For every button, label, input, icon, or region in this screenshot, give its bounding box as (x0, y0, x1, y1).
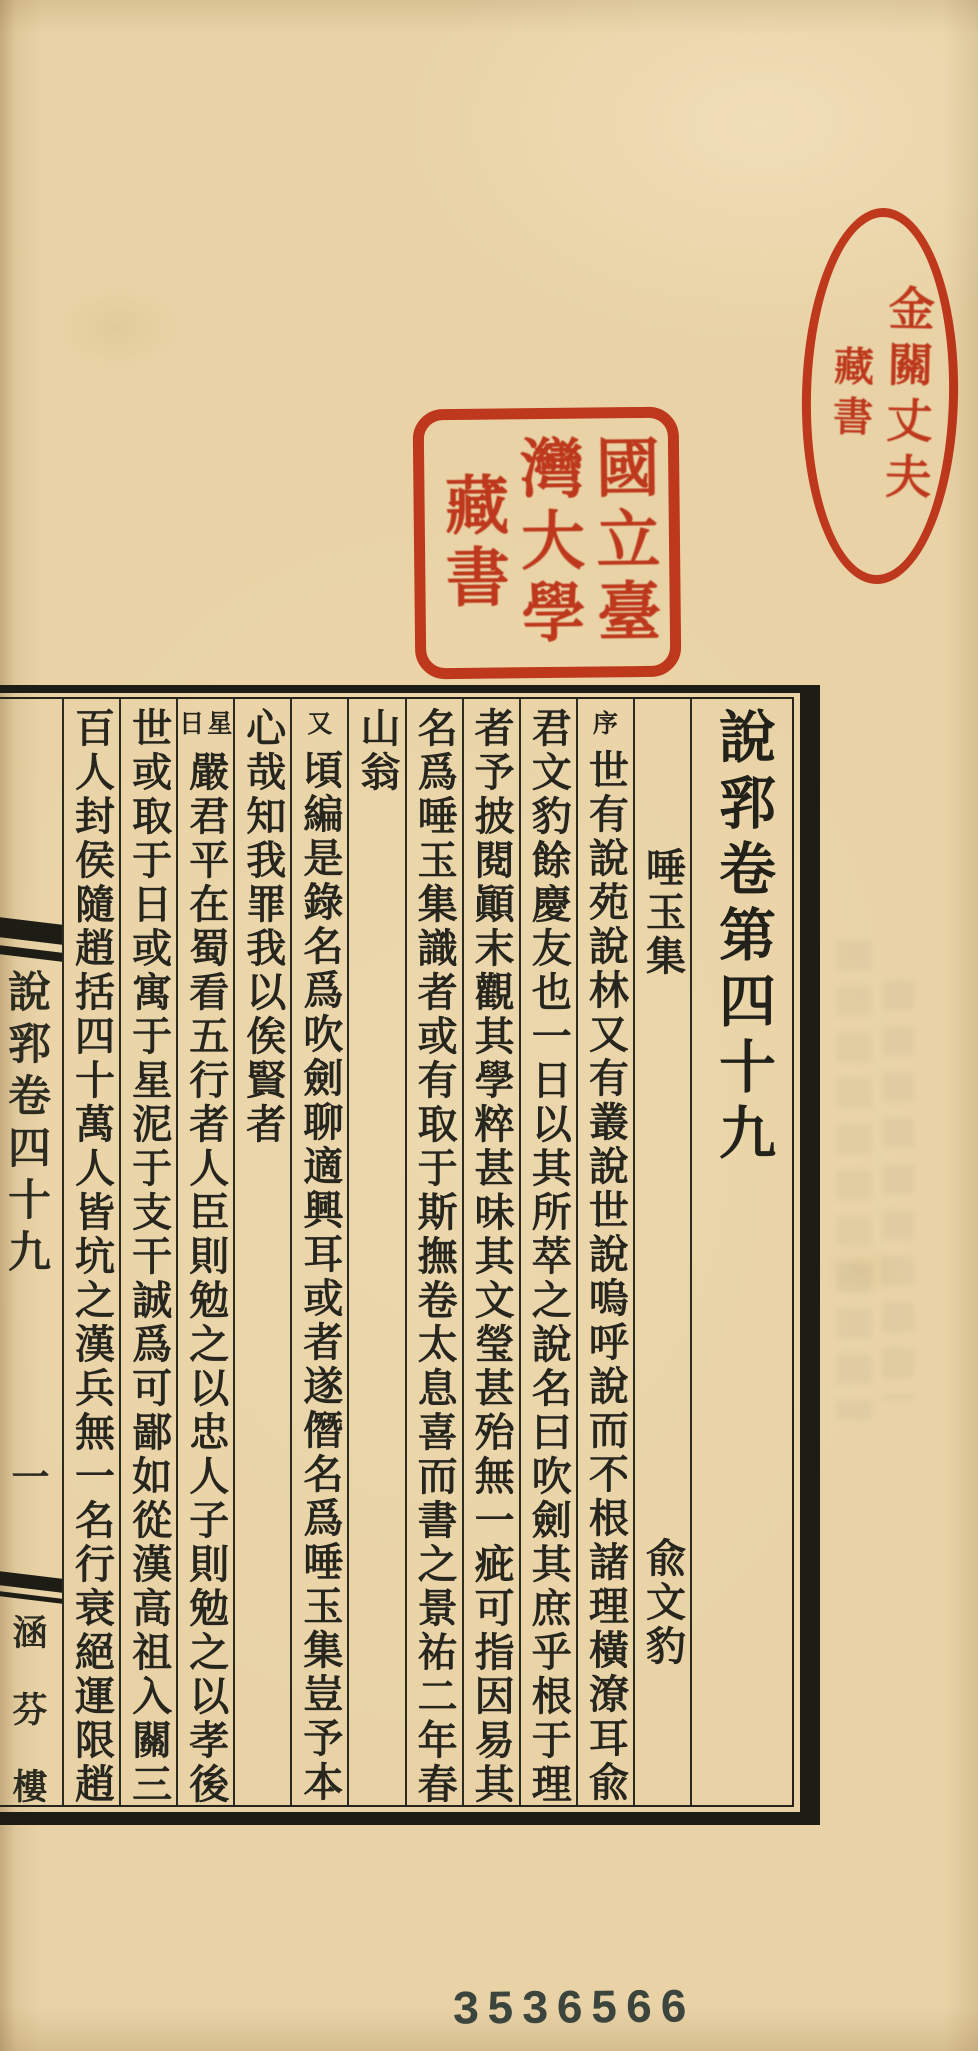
work-title-column (633, 699, 690, 1805)
vertical-text-run: 唾玉集 (639, 847, 686, 979)
vertical-text-run: 心哉知我罪我以俟賢者 (239, 707, 286, 1147)
text-column (233, 699, 290, 1805)
signature-column (347, 699, 404, 1805)
vertical-text-run: 者予披閱顚末觀其學粹甚味其文瑩甚殆無一疵可指因易其 (468, 707, 515, 1807)
vertical-text-run: 山翁 (353, 707, 400, 795)
text-frame-inner-border (0, 697, 794, 1845)
spine-column (0, 699, 64, 1845)
vertical-text-run: 頃編是錄名爲吹劍聊適興耳或者遂僭名爲唾玉集豈予本 (296, 749, 343, 1805)
spine-volume-label: 說郛卷四十九 (1, 969, 51, 1281)
vertical-text-run: 君文豹餘慶友也一日以其所萃之說名曰吹劍其庶乎根于理 (525, 707, 572, 1807)
vertical-text-run: 世或取于日或寓于星泥于支干誠爲可鄙如從漢高祖入關三 (125, 707, 172, 1807)
collector-oval-seal (798, 206, 962, 585)
square-seal-text (427, 421, 668, 665)
text-column (405, 699, 462, 1805)
text-column (119, 699, 176, 1805)
seal-script-column: 藏書 (825, 344, 875, 446)
text-frame (0, 685, 820, 1845)
vertical-text-run: 百人封侯隨趙括四十萬人皆坑之漢兵無一名行衰絕運限趙 (68, 707, 115, 1807)
text-column (62, 699, 119, 1805)
publisher-label: 涵芬樓 (7, 1614, 47, 1845)
seal-script-column: 金關丈夫 (877, 284, 937, 510)
page-showthrough (836, 940, 872, 1420)
fishtail-mark-icon (0, 1571, 62, 1593)
vertical-text-run: 說郛卷第四十九 (709, 707, 776, 1169)
text-columns (62, 699, 792, 1805)
vertical-text-run: 嚴君平在蜀看五行者人臣則勉之以忠人子則勉之以孝後 (182, 751, 229, 1807)
second-preface-column (290, 699, 347, 1805)
fishtail-mark-icon (0, 917, 62, 945)
page-showthrough (882, 980, 914, 1400)
header-character: 日 (179, 709, 205, 738)
text-column (462, 699, 519, 1805)
header-character: 序 (592, 709, 618, 738)
preface-column (576, 699, 633, 1805)
column-section-header (292, 711, 347, 736)
column-section-header (578, 711, 633, 736)
section-star-day-column (176, 699, 233, 1805)
oval-seal-text (812, 221, 947, 572)
fishtail-mark-icon (0, 1591, 62, 1604)
seal-script-column: 藏書 (433, 471, 510, 617)
text-column (519, 699, 576, 1805)
vertical-text-run: 名爲唾玉集識者或有取于斯撫卷太息喜而書之景祐二年春 (411, 707, 458, 1807)
chapter-title-column (690, 699, 792, 1805)
fishtail-mark-icon (0, 945, 62, 962)
column-section-header (178, 711, 233, 736)
header-character: 又 (307, 709, 333, 738)
accession-number-stamp: 3536566 (451, 1981, 695, 2039)
seal-script-column: 國立臺 (584, 433, 661, 651)
vertical-text-run: 兪文豹 (639, 1537, 686, 1669)
spine-page-number: 一 (5, 1457, 49, 1495)
university-library-seal (413, 407, 682, 680)
header-character: 星 (207, 709, 233, 738)
seal-script-column: 灣大學 (508, 434, 586, 652)
vertical-text-run: 世有說苑說林又有叢說世說嗚呼說而不根諸理橫潦耳兪 (582, 749, 629, 1805)
